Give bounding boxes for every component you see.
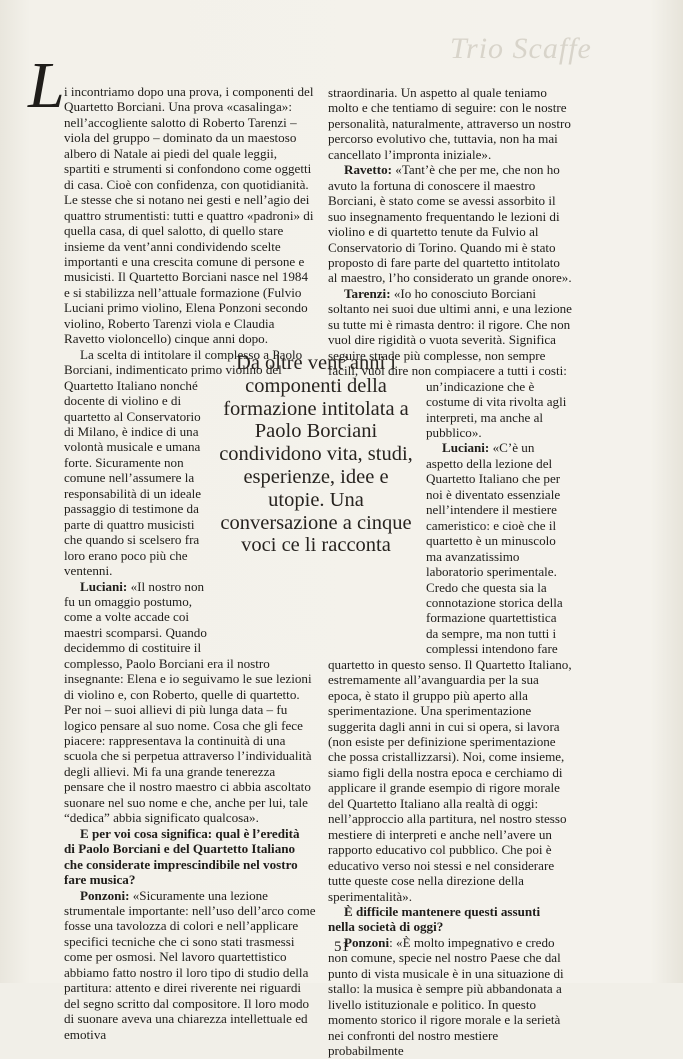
page-number: 51 [334, 939, 349, 955]
luciani2-paragraph-narrow [426, 440, 572, 656]
tarenzi-text-narrow: un’indicazione che è costume di vita rivolta agli interpreti, ma anche al pubblico». [426, 378, 567, 440]
speaker-ponzoni-2: Ponzoni [344, 934, 390, 950]
right-column [328, 85, 572, 1059]
borciani-text-narrow: docente di violino e di quartetto al Conservatorio di Milano, è indice di una volontà musicale e umana forte. Sicuramente non comune nell’assumere la responsabilità di un ideale passaggio di testimone da parte di quattro musicisti che quando si scelsero fra loro erano poco più che ventenni. [64, 393, 202, 579]
question-heritage [64, 826, 304, 888]
luciani2-paragraph-full [328, 657, 572, 904]
speaker-ravetto: Ravetto: [344, 162, 392, 178]
question-society-text: È difficile mantenere questi assunti nella società di oggi? [328, 904, 541, 935]
intro-text: i incontriamo dopo una prova, i componenti del Quartetto Borciani. Una prova «casalinga»: nell’accogliente salotto di Roberto Tarenzi – viola del gruppo – dominato da un maestoso albero di Natale ai piedi del quale leggii, spartiti e strumenti si confondono come oggetti di casa. Cioè con confidenza, con quotidianità. Le stesse che si notano nei gesti e nell’agio dei quattro strumentisti: tutti e quattro «padroni» di quella casa, di quel salotto, di quello stare insieme da vent’anni condividendo scelte importanti e una crescita comune di persone e musicisti. Il Quartetto Borciani nasce nel 1984 e si stabilizza nell’attuale formazione (Fulvio Luciani primo violino, Elena Ponzoni secondo violino, Roberto Tarenzi viola e Claudia Ravetto violoncello) cinque anni dopo. [64, 84, 314, 347]
luciani-paragraph-full [64, 656, 316, 826]
tarenzi-text-full: «Io ho conosciuto Borciani soltanto nei suoi due ultimi anni, e una lezione su tutte mi è rimasta dentro: il rigore. Che non vuol dire rigidità o vuota severità. Significa seguire strade più complesse, non sempre facili, vuol dire non compiacere a tutti i costi: [328, 285, 572, 379]
luciani2-text-full: quartetto in questo senso. Il Quartetto Italiano, estremamente all’avanguardia per la sua epoca, è stato il gruppo più aperto alla sperimentazione. Una sperimentazione suggerita dagli anni in cui si opera, si lavora (non esiste per definizione sperimentazione che possa cristallizzarsi). Noi, come insieme, siamo figli della nostra epoca e cerchiamo di applicare il grande esempio di rigore morale del Quartetto Italiano alla realtà di oggi: nell’approccio alla partitura, nel nostro stesso mestiere di interpreti e anche nell’avere un rapporto educativo col pubblico. Che poi è educativo verso noi stessi e nel considerare tutte queste cose nella direzione della sperimentalità». [328, 656, 572, 904]
speaker-tarenzi: Tarenzi: [344, 285, 391, 301]
right-top-text: straordinaria. Un aspetto al quale teniamo molto e che tentiamo di seguire: con le nostre personalità, naturalmente, attraverso un nostro percorso evolutivo che, tuttavia, non ha mai cancellato l’impronta iniziale». [328, 85, 571, 162]
tarenzi-paragraph-narrow [426, 379, 572, 441]
ponzoni2-text: : «È molto impegnativo e credo non comune, specie nel nostro Paese che dal punto di vista musicale è in una situazione di stallo: la musica è sempre più abbandonata a livello istituzionale e politico. In questo momento storico il rigore morale e la serietà nei confronti del nostro mestiere probabilmente [328, 934, 564, 1059]
luciani-paragraph-narrow [64, 579, 210, 656]
page-watermark: Trio Scaffe [450, 32, 592, 65]
left-column [64, 84, 316, 1042]
luciani-text-full: complesso, Paolo Borciani era il nostro insegnante: Elena e io seguivamo le sue lezioni di violino e, con Roberto, quelle di quartetto. Per noi – suoi allievi di più lunga data – fu logico pensare al suo nome. Cosa che gli fece piacere: rappresentava la continuità di una scuola che si perpetua attraverso l’individualità degli allievi. Mi fa una grande tenerezza pensare che il nostro maestro ci abbia ascoltato suonare nel suo nome e che, anche per lui, tale “dedica” abbia significato qualcosa». [64, 655, 312, 826]
borciani-text-full: La scelta di intitolare il complesso a Paolo Borciani, indimenticato primo violino del Quartetto Italiano nonché [64, 346, 303, 393]
luciani-text-narrow: «Il nostro non fu un omaggio postumo, come a volte accade coi maestri scomparsi. Quando decidemmo di costituire il [64, 578, 207, 656]
ponzoni-paragraph [64, 888, 316, 1043]
intro-paragraph [64, 84, 316, 347]
right-top-paragraph [328, 85, 572, 162]
pull-quote: Da oltre vent’anni i componenti della formazione intitolata a Paolo Borciani condividono vita, studi, esperienze, idee e utopie. Una conversazione a cinque voci ce li racconta [219, 352, 413, 557]
question-society [328, 904, 568, 935]
speaker-luciani-2: Luciani: [442, 440, 490, 456]
ponzoni-text: «Sicuramente una lezione strumentale importante: nell’uso dell’arco come fosse una tavolozza di colori e nell’applicare specifici tecniche che ci sono stati trasmessi come per osmosi. Nel lavoro quartettistico abbiamo fatto nostro il loro tipo di studio della partitura: attento e direi riverente nei riguardi del segno scritto dal compositore. Il loro modo di suonare aveva una chiarezza intellettuale ed emotiva [64, 887, 316, 1042]
speaker-ponzoni: Ponzoni: [80, 887, 130, 903]
ravetto-text: «Tant’è che per me, che non ho avuto la fortuna di conoscere il maestro Borciani, è stato come se avessi assorbito il suo insegnamento frequentando le lezioni di violino e di quartetto tenute da Fulvio al Conservatorio di Torino. Quando mi è stato proposto di fare parte del quartetto intitolato al maestro, l’ho considerato un grande onore». [328, 162, 572, 286]
question-heritage-text: E per voi cosa significa: qual è l’eredità di Paolo Borciani e del Quartetto Italiano che considerate imprescindibile nel vostro fare musica? [64, 825, 300, 888]
drop-cap: L [28, 49, 65, 122]
speaker-luciani: Luciani: [80, 578, 128, 594]
borciani-paragraph-narrow [64, 393, 212, 578]
luciani2-text-narrow: «C’è un aspetto della lezione del Quartetto Italiano che per noi è diventato essenziale nell’intendere il mestiere cameristico: e cioè che il quartetto è un minuscolo ma avanzatissimo laboratorio sperimentale. Credo che questa sia la connotazione storica della formazione quartettistica da sempre, ma non tutti i complessi intendono fare [426, 440, 563, 657]
ravetto-paragraph [328, 162, 572, 286]
